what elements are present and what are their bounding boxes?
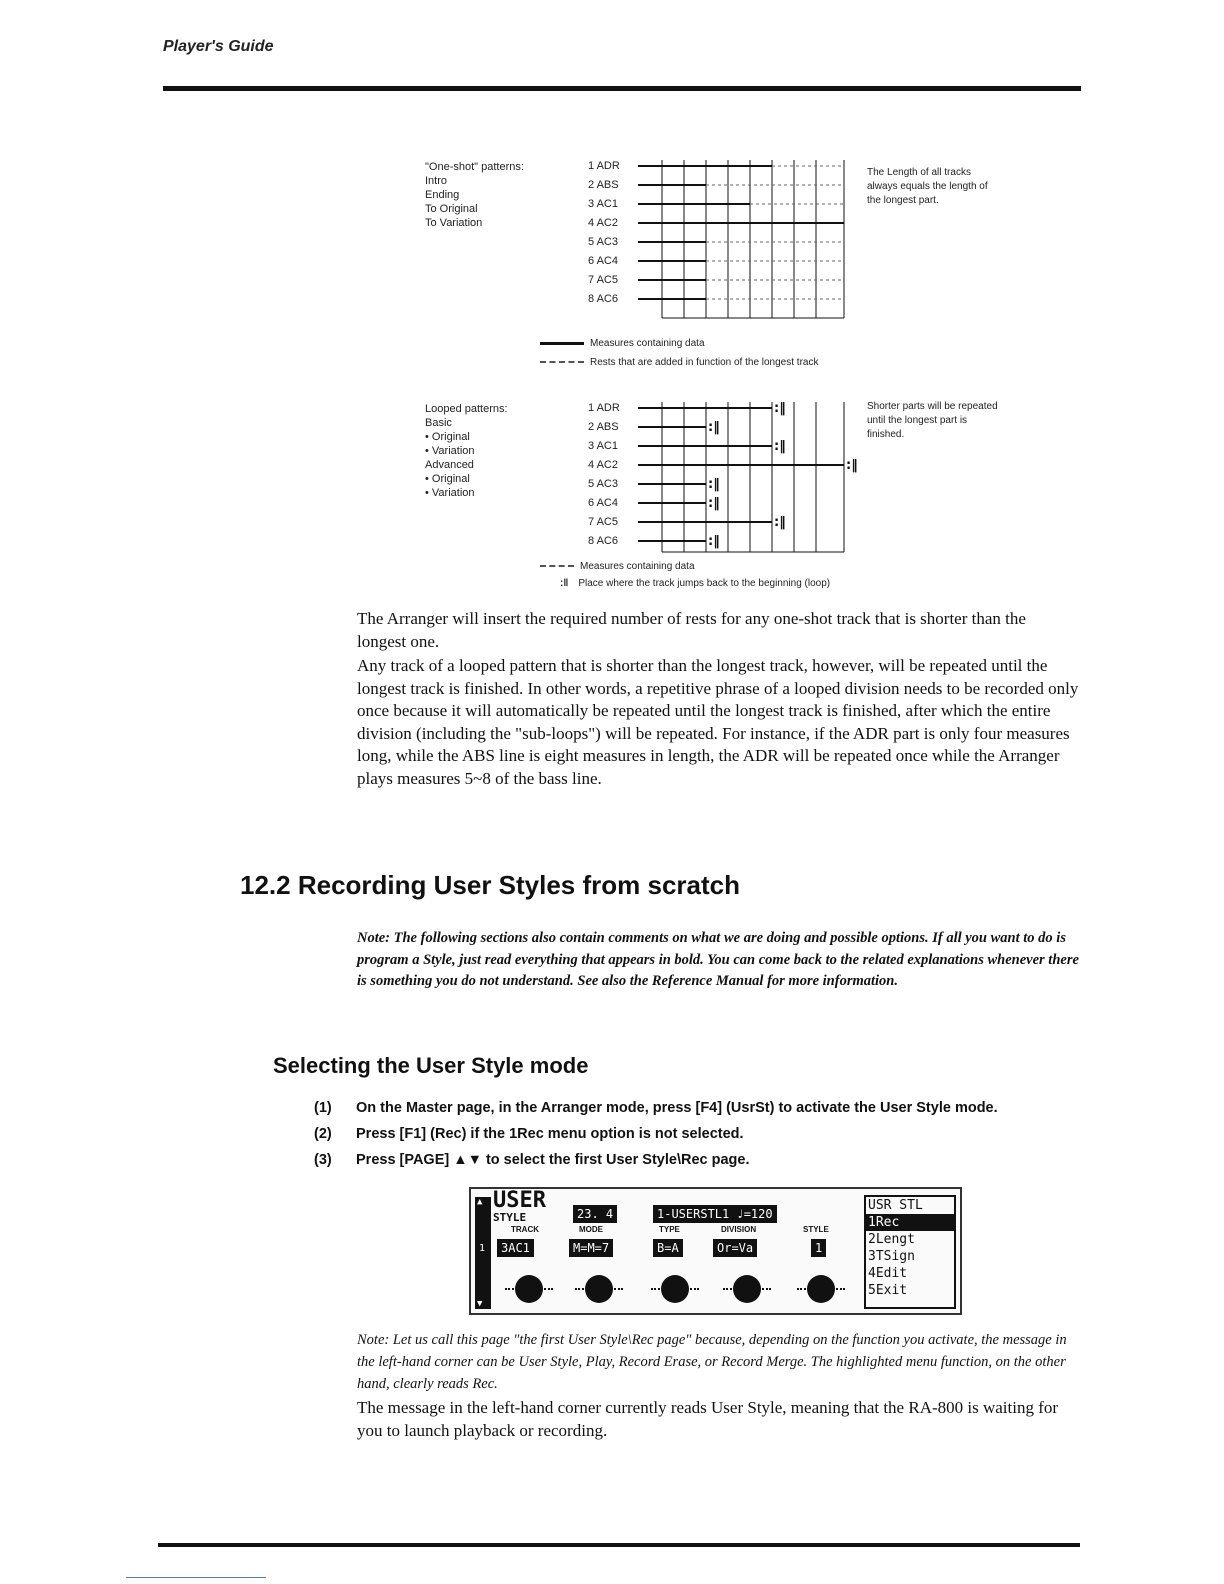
oneshot-track-labels — [588, 160, 638, 320]
oneshot-side-note: The Length of all tracks always equals the length of the longest part. — [867, 167, 988, 206]
lcd-mode-value: M=M=7 — [569, 1239, 613, 1257]
lcd-col-label: TYPE — [659, 1225, 680, 1234]
step-number: (1) — [314, 1100, 332, 1116]
looped-item: • Original — [425, 473, 470, 485]
svg-text::‖: :‖ — [774, 439, 786, 454]
svg-text::‖: :‖ — [708, 420, 720, 435]
legend-looped-measures — [540, 561, 695, 572]
step-number: (3) — [314, 1152, 332, 1168]
track-label: 7 AC5 — [588, 274, 618, 286]
track-label: 1 ADR — [588, 402, 620, 414]
lcd-menu-item-length: 2Lengt — [868, 1232, 915, 1247]
looped-item: • Variation — [425, 445, 475, 457]
looped-item: Basic — [425, 417, 452, 429]
looped-item: • Original — [425, 431, 470, 443]
svg-text::‖: :‖ — [774, 515, 786, 530]
oneshot-item: Intro — [425, 175, 448, 187]
track-label: 4 AC2 — [588, 217, 618, 229]
svg-text::‖: :‖ — [774, 401, 786, 416]
lcd-mode-sub: STYLE — [493, 1211, 527, 1224]
legend-solid-line — [540, 342, 584, 345]
legend-text: Measures containing data — [580, 561, 695, 572]
page-header-title: Player's Guide — [163, 38, 274, 55]
svg-text::‖: :‖ — [708, 496, 720, 511]
legend-rests — [540, 357, 818, 368]
header-rule — [163, 86, 1081, 91]
lcd-knob-icon — [515, 1275, 543, 1303]
lcd-measure: 23. 4 — [573, 1205, 617, 1223]
oneshot-title: "One-shot" patterns: — [425, 161, 524, 173]
lcd-style-value: 1 — [811, 1239, 826, 1257]
lcd-col-label: DIVISION — [721, 1225, 757, 1234]
lcd-track-number: 1 — [479, 1243, 486, 1254]
looped-track-labels — [588, 402, 638, 562]
oneshot-grid — [632, 158, 854, 320]
step-text: On the Master page, in the Arranger mode, press [F4] (UsrSt) to activate the User Style mode. — [356, 1100, 998, 1116]
lcd-mode-label: USER — [493, 1188, 546, 1213]
track-label: 3 AC1 — [588, 198, 618, 210]
lcd-display — [469, 1187, 962, 1315]
looped-side-note: Shorter parts will be repeated until the longest part is finished. — [867, 401, 998, 440]
footer-mark — [126, 1577, 266, 1578]
svg-text::‖: :‖ — [708, 534, 720, 549]
lcd-menu-item-exit: 5Exit — [868, 1283, 908, 1298]
oneshot-group-labels — [425, 160, 524, 230]
lcd-knob-icon — [807, 1275, 835, 1303]
track-label: 8 AC6 — [588, 535, 618, 547]
track-label: 2 ABS — [588, 421, 619, 433]
body-explanation — [357, 608, 1079, 792]
step-text: Press [PAGE] ▲▼ to select the first User Style\Rec page. — [356, 1152, 750, 1168]
lcd-track-value: 3AC1 — [497, 1239, 534, 1257]
lcd-style-name: 1-USERSTL1 ♩=120 — [653, 1205, 777, 1223]
track-label: 5 AC3 — [588, 236, 618, 248]
track-label: 3 AC1 — [588, 440, 618, 452]
legend-text: Rests that are added in function of the longest track — [590, 357, 819, 368]
track-label: 6 AC4 — [588, 255, 618, 267]
svg-text::‖: :‖ — [846, 458, 858, 473]
lcd-col-label: STYLE — [803, 1225, 829, 1234]
track-label: 7 AC5 — [588, 516, 618, 528]
track-label: 2 ABS — [588, 179, 619, 191]
lcd-col-label: TRACK — [511, 1225, 539, 1234]
legend-measures-data — [540, 338, 705, 349]
track-label: 5 AC3 — [588, 478, 618, 490]
lcd-menu-title: USR STL — [868, 1198, 923, 1213]
oneshot-item: Ending — [425, 189, 460, 201]
subsection-heading: Selecting the User Style mode — [273, 1053, 589, 1078]
legend-text: Measures containing data — [590, 338, 705, 349]
legend-dashed-line — [540, 361, 584, 363]
track-label: 6 AC4 — [588, 497, 618, 509]
track-label: 4 AC2 — [588, 459, 618, 471]
lcd-menu-item-rec: 1Rec — [866, 1214, 954, 1231]
lcd-division-value: Or=Va — [713, 1239, 757, 1257]
looped-group-labels — [425, 402, 508, 500]
note-following-sections: Note: The following sections also contain comments on what we are doing and possible options. If all you want to do is program a Style, just read everything that appears in bold. You can come back to the related explanations whenever there is something you do not understand. See also the Reference Manual for more information. — [357, 930, 1079, 989]
lcd-col-label: MODE — [579, 1225, 603, 1234]
note-first-page: Note: Let us call this page "the first User Style\Rec page" because, depending on the function you activate, the message in the left-hand corner can be User Style, Play, Record Erase, or Record Merge. The highlighted menu function, on the other hand, clearly reads Rec. — [357, 1332, 1067, 1392]
looped-grid — [632, 400, 858, 556]
lcd-function-menu — [864, 1195, 956, 1309]
track-label: 1 ADR — [588, 160, 620, 172]
lcd-type-value: B=A — [653, 1239, 683, 1257]
loop-marker-icon: :‖ — [560, 578, 569, 589]
section-heading: 12.2 Recording User Styles from scratch — [240, 870, 740, 900]
svg-text::‖: :‖ — [708, 477, 720, 492]
looped-item: Advanced — [425, 459, 474, 471]
lcd-knob-icon — [585, 1275, 613, 1303]
track-label: 8 AC6 — [588, 293, 618, 305]
oneshot-item: To Variation — [425, 217, 483, 229]
body-paragraph: The Arranger will insert the required number of rests for any one-shot track that is shorter than the longest one. — [357, 609, 1026, 651]
looped-title: Looped patterns: — [425, 403, 508, 415]
legend-dashed-line — [540, 565, 574, 567]
lcd-menu-item-tsign: 3TSign — [868, 1249, 915, 1264]
lcd-knob-icon — [733, 1275, 761, 1303]
body-paragraph: Any track of a looped pattern that is shorter than the longest track, however, will be repeated until the longest track is finished. In other words, a repetitive phrase of a looped division needs to be recorded only once because it will automatically be repeated until the longest track is finished, after which the entire division (including the "sub-loops") will be repeated. For instance, if the ADR part is only four measures long, while the ABS line is eight measures in length, the ADR will be repeated once while the Arranger plays measures 5~8 of the bass line. — [357, 656, 1079, 788]
oneshot-item: To Original — [425, 203, 478, 215]
legend-loop-point — [560, 578, 830, 589]
lcd-knob-icon — [661, 1275, 689, 1303]
step-text: Press [F1] (Rec) if the 1Rec menu option is not selected. — [356, 1126, 744, 1142]
closing-paragraph: The message in the left-hand corner currently reads User Style, meaning that the RA-800 is waiting for you to launch playback or recording. — [357, 1398, 1059, 1440]
lcd-menu-item-edit: 4Edit — [868, 1266, 908, 1281]
looped-item: • Variation — [425, 487, 475, 499]
legend-text: Place where the track jumps back to the beginning (loop) — [578, 578, 831, 589]
footer-rule — [158, 1543, 1080, 1547]
step-number: (2) — [314, 1126, 332, 1142]
